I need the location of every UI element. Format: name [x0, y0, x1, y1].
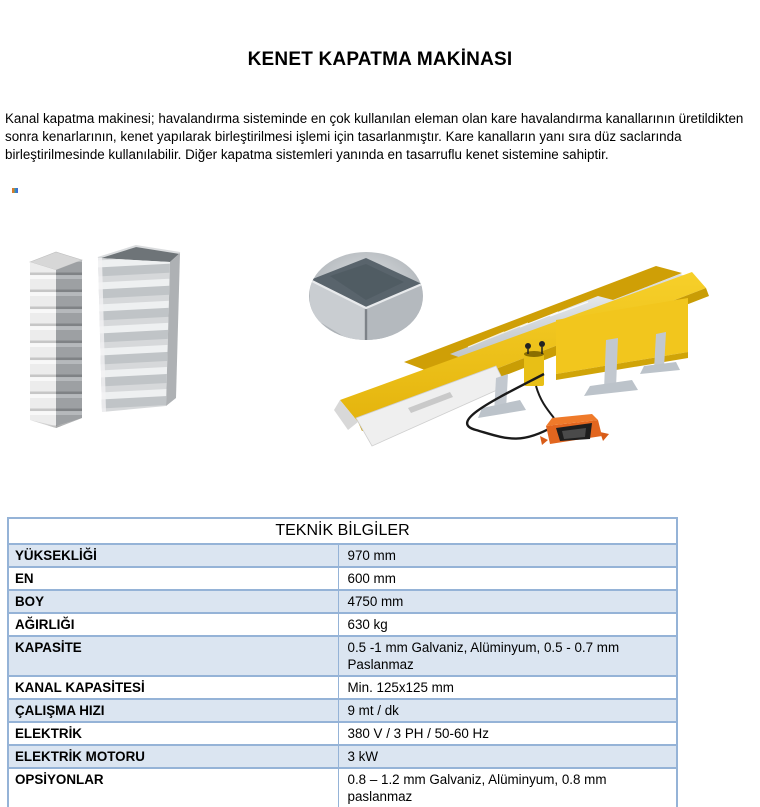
- duct-sections-illustration: [10, 228, 195, 433]
- technical-data-section: [7, 517, 678, 807]
- spec-label: KANAL KAPASİTESİ: [8, 676, 338, 699]
- spec-value: 380 V / 3 PH / 50-60 Hz: [338, 722, 677, 745]
- spec-label: ÇALIŞMA HIZI: [8, 699, 338, 722]
- spec-table: [7, 517, 678, 807]
- spec-value: Min. 125x125 mm: [338, 676, 677, 699]
- spec-value: 4750 mm: [338, 590, 677, 613]
- spec-table-title: TEKNİK BİLGİLER: [8, 518, 677, 544]
- spec-row: [8, 567, 677, 590]
- spec-label: EN: [8, 567, 338, 590]
- spec-value: 600 mm: [338, 567, 677, 590]
- spec-row: [8, 699, 677, 722]
- spec-row: [8, 636, 677, 676]
- spec-table-header-row: [8, 518, 677, 544]
- spec-row: [8, 590, 677, 613]
- spec-label: BOY: [8, 590, 338, 613]
- spec-value: 0.5 -1 mm Galvaniz, Alüminyum, 0.5 - 0.7 mm Paslanmaz: [338, 636, 677, 676]
- spec-row: [8, 544, 677, 567]
- pedal-cable: [536, 386, 554, 418]
- duct-column-wide: [98, 246, 180, 412]
- spec-label: ELEKTRİK: [8, 722, 338, 745]
- spec-row: [8, 613, 677, 636]
- spec-label: AĞIRLIĞI: [8, 613, 338, 636]
- stray-artifact-mark: [12, 188, 18, 193]
- spec-value: 0.8 – 1.2 mm Galvaniz, Alüminyum, 0.8 mm paslanmaz: [338, 768, 677, 807]
- spec-value: 630 kg: [338, 613, 677, 636]
- duct-sections-image: [10, 228, 195, 433]
- spec-label: YÜKSEKLİĞİ: [8, 544, 338, 567]
- spec-value: 3 kW: [338, 745, 677, 768]
- spec-table-body: [8, 544, 677, 807]
- spec-row: [8, 676, 677, 699]
- spec-row: [8, 722, 677, 745]
- duct-column-narrow: [30, 252, 82, 428]
- machine-illustration: [300, 250, 720, 455]
- intro-paragraph: Kanal kapatma makinesi; havalandırma sisteminde en çok kullanılan eleman olan kare havalandırma kanallarının üretildikten sonra kenarlarının, kenet yapılarak birleştirilmesi işlemi için tasarlanmıştır. Kare kanalların yanı sıra düz saclarında birleştirilmesinde kullanılabilir. Diğer kapatma sistemleri yanında en tasarruflu kenet sistemine sahiptir.: [5, 111, 744, 162]
- spec-label: KAPASİTE: [8, 636, 338, 676]
- foot-pedal: [540, 414, 609, 445]
- page-title: KENET KAPATMA MAKİNASI: [247, 48, 513, 70]
- spec-label: OPSİYONLAR: [8, 768, 338, 807]
- machine-image: [300, 250, 720, 455]
- spec-value: 970 mm: [338, 544, 677, 567]
- spec-row: [8, 768, 677, 807]
- corner-detail-inset: [309, 252, 423, 350]
- spec-value: 9 mt / dk: [338, 699, 677, 722]
- spec-label: ELEKTRİK MOTORU: [8, 745, 338, 768]
- spec-row: [8, 745, 677, 768]
